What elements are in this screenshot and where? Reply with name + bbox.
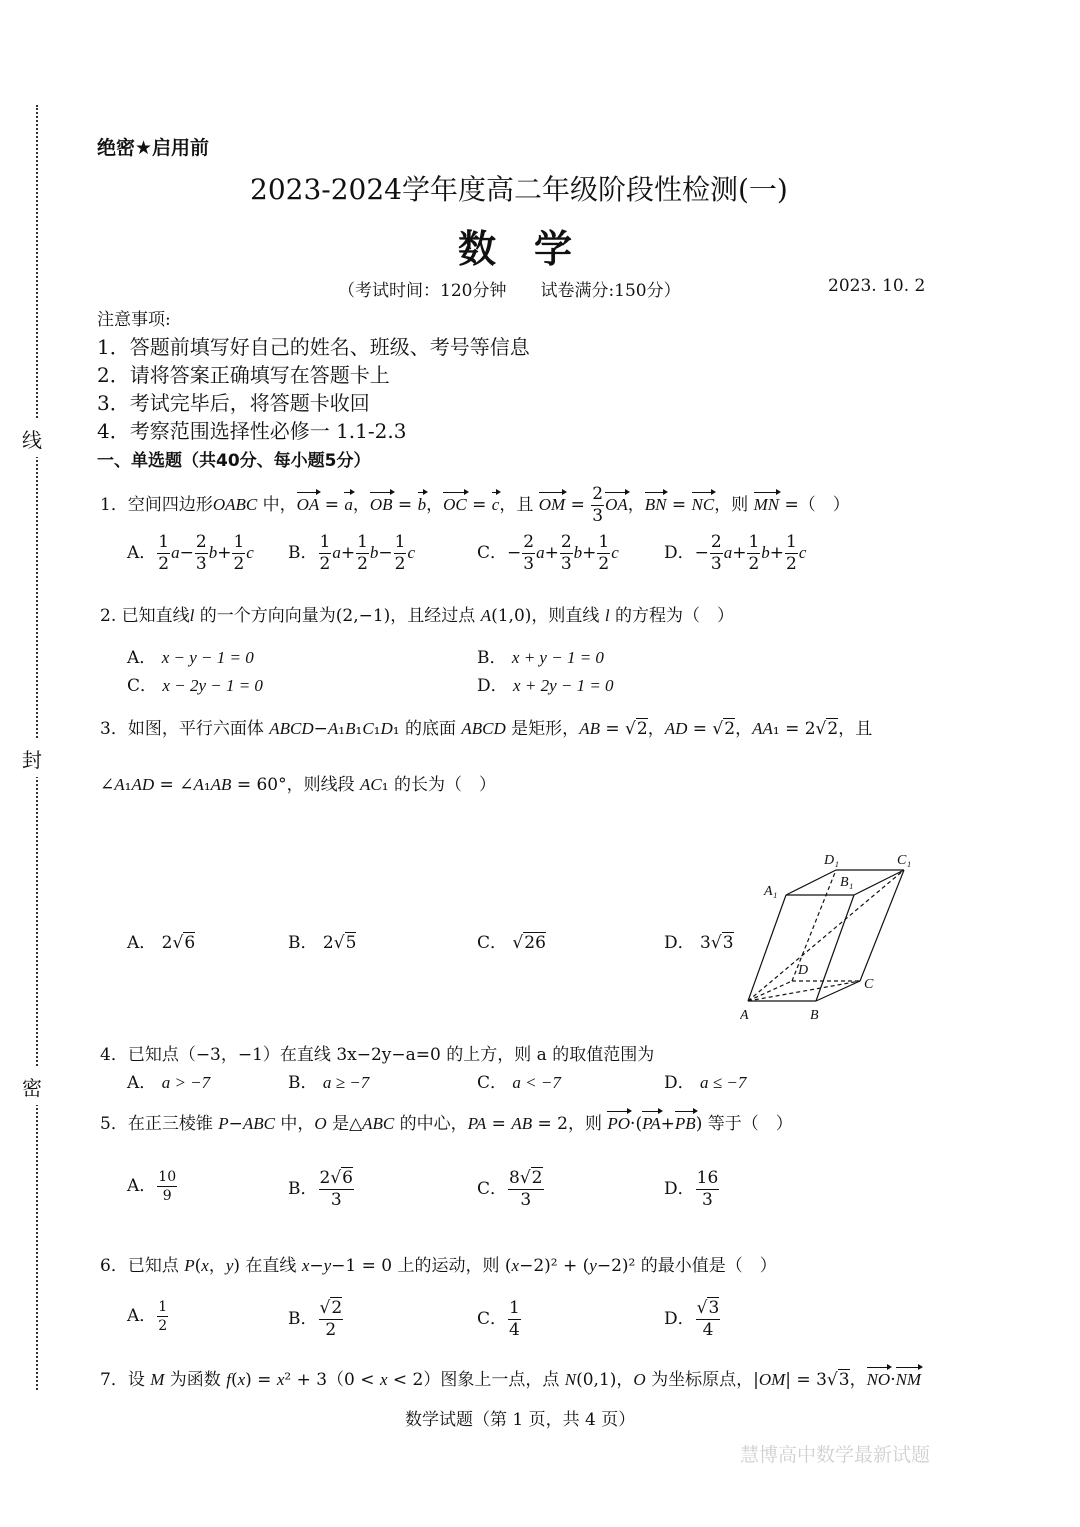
q6-option-a[interactable]: A． $\frac{1}{2}$ xyxy=(127,1299,168,1334)
note-item: 2．请将答案正确填写在答题卡上 xyxy=(97,363,390,387)
section-title: 一、单选题（共40分、每小题5分） xyxy=(97,451,371,471)
q5-option-c[interactable]: C． $\frac{8√2}{3}$ xyxy=(477,1168,543,1210)
label-c: C xyxy=(864,977,874,992)
q3-option-a[interactable]: A． 2√6 xyxy=(127,933,196,953)
subject-title: 数 学 xyxy=(458,227,573,271)
question-5: 5．在正三棱锥 P−ABC 中，O 是△ABC 的中心，PA = AB = 2，则 PO·(PA+PB) 等于（ ） xyxy=(100,1114,793,1134)
q5-option-a[interactable]: A． $\frac{10}{9}$ xyxy=(127,1169,177,1204)
q2-option-d[interactable]: D． x + 2y − 1 = 0 xyxy=(477,676,614,696)
q3-option-d[interactable]: D． 3√3 xyxy=(664,933,734,953)
question-7: 7．设 M 为函数 f(x) = x² + 3（0 < x < 2）图象上一点，点 N(0,1)，O 为坐标原点，|OM| = 3√3，NO·NM xyxy=(100,1370,922,1390)
q2-option-c[interactable]: C． x − 2y − 1 = 0 xyxy=(127,676,263,696)
question-6: 6．已知点 P(x，y) 在直线 x−y−1 = 0 上的运动，则 (x−2)² + (y−2)² 的最小值是（ ） xyxy=(100,1256,777,1276)
label-c1: C₁ xyxy=(897,853,912,868)
question-4: 4．已知点（−3，−1）在直线 3x−2y−a=0 的上方，则 a 的取值范围为 xyxy=(100,1045,655,1065)
q4-option-b[interactable]: B． a ≥ −7 xyxy=(288,1073,370,1093)
q4-option-c[interactable]: C． a < −7 xyxy=(477,1073,561,1093)
q4-option-a[interactable]: A． a > −7 xyxy=(127,1073,211,1093)
label-a: A xyxy=(740,1008,749,1023)
question-3-line1: 3．如图，平行六面体 ABCD−A₁B₁C₁D₁ 的底面 ABCD 是矩形，AB = √2，AD = √2，AA₁ = 2√2，且 xyxy=(100,719,873,739)
exam-date: 2023. 10. 2 xyxy=(828,276,926,296)
q1-option-c[interactable]: C．− $\frac{2}{3}$ a+ $\frac{2}{3}$ b+ $\frac{1}{2}$ c xyxy=(477,532,619,574)
label-d: D xyxy=(798,963,809,978)
q3-option-c[interactable]: C． √26 xyxy=(477,933,546,953)
label-b1: B₁ xyxy=(840,875,854,890)
q5-option-d[interactable]: D． $\frac{16}{3}$ xyxy=(664,1168,719,1210)
watermark-text: 慧博高中数学最新试题 xyxy=(740,1444,931,1466)
q1-option-b[interactable]: B． $\frac{1}{2}$ a+ $\frac{1}{2}$ b− $\frac{1}{2}$ c xyxy=(288,532,416,574)
q1-option-d[interactable]: D．− $\frac{2}{3}$ a+ $\frac{1}{2}$ b+ $\frac{1}{2}$ c xyxy=(664,532,807,574)
question-2: 2. 已知直线l 的一个方向向量为(2,−1)，且经过点 A(1,0)，则直线 l 的方程为（ ） xyxy=(100,606,734,626)
note-item: 4．考察范围选择性必修一 1.1-2.3 xyxy=(97,419,407,443)
question-1: 1．空间四边形OABC 中，OA = a，OB = b，OC = c，且 OM = $\frac{2}{3}$ OA，BN = NC，则 MN =（ ） xyxy=(100,484,850,526)
label-b: B xyxy=(810,1008,819,1023)
note-item: 3．考试完毕后，将答题卡收回 xyxy=(97,391,370,415)
exam-title: 2023-2024学年度高二年级阶段性检测(一) xyxy=(250,173,788,206)
q5-option-b[interactable]: B． $\frac{2√6}{3}$ xyxy=(288,1168,353,1210)
q4-option-d[interactable]: D． a ≤ −7 xyxy=(664,1073,747,1093)
page-footer: 数学试题（第 1 页，共 4 页） xyxy=(405,1410,636,1430)
label-a1: A₁ xyxy=(764,884,778,899)
parallelepiped-figure xyxy=(740,848,920,1023)
binding-char-mi: 密 xyxy=(22,1068,42,1105)
q6-option-c[interactable]: C． $\frac{1}{4}$ xyxy=(477,1298,520,1340)
q2-option-a[interactable]: A． x − y − 1 = 0 xyxy=(127,648,254,668)
exam-info: （考试时间：120分钟 试卷满分:150分） xyxy=(338,281,681,301)
notes-heading: 注意事项: xyxy=(97,310,171,330)
q6-option-d[interactable]: D． $\frac{√3}{4}$ xyxy=(664,1298,720,1340)
note-item: 1．答题前填写好自己的姓名、班级、考号等信息 xyxy=(97,335,530,359)
binding-char-xian: 线 xyxy=(22,420,42,457)
question-3-line2: ∠A₁AD = ∠A₁AB = 60°，则线段 AC₁ 的长为（ ） xyxy=(100,775,496,795)
secret-label: 绝密★启用前 xyxy=(97,137,210,159)
q3-option-b[interactable]: B． 2√5 xyxy=(288,933,357,953)
q1-option-a[interactable]: A． $\frac{1}{2}$ a− $\frac{2}{3}$ b+ $\frac{1}{2}$ c xyxy=(127,532,254,574)
binding-char-feng: 封 xyxy=(22,740,42,777)
q2-option-b[interactable]: B． x + y − 1 = 0 xyxy=(477,648,604,668)
q6-option-b[interactable]: B． $\frac{√2}{2}$ xyxy=(288,1298,343,1340)
label-d1: D₁ xyxy=(824,853,839,868)
